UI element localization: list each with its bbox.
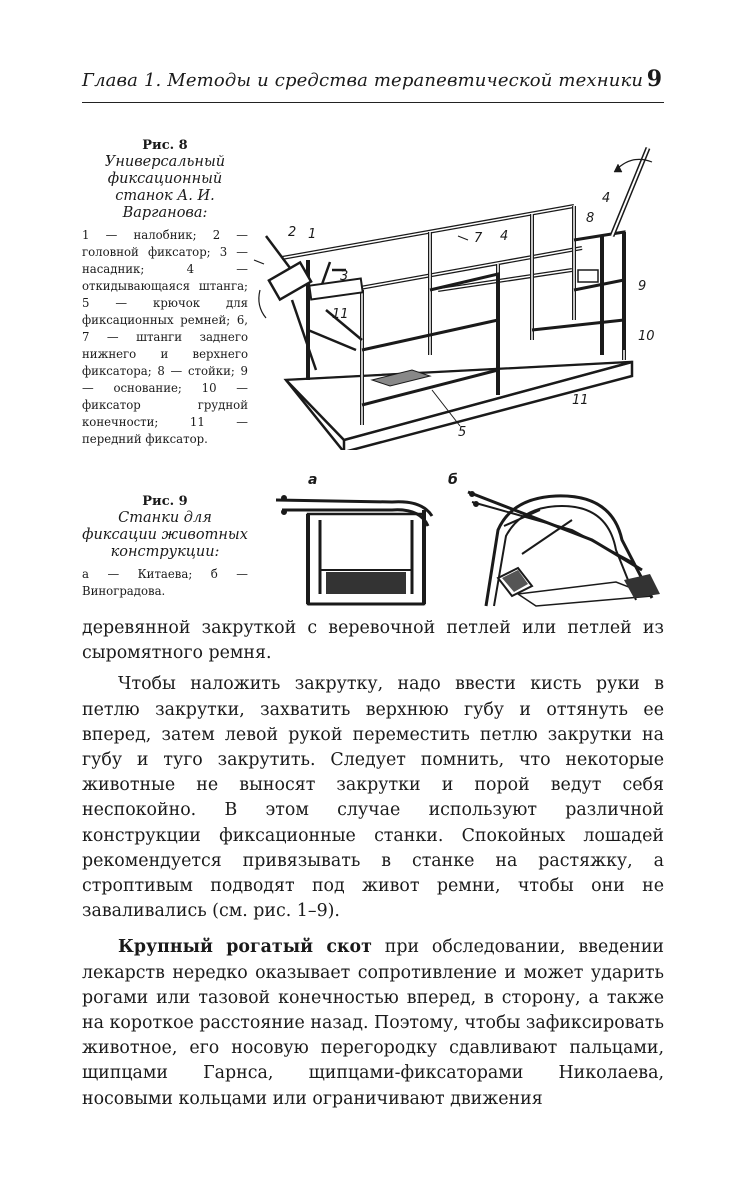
- paragraph-1: деревянной закруткой с веревочной петлей или петлей из сыромятного ремня.: [82, 618, 664, 664]
- callout-8: 10: [638, 329, 655, 344]
- callout-10: 5: [458, 425, 467, 440]
- figure-9-caption: [82, 494, 248, 600]
- header-rule: [82, 102, 664, 103]
- callout-6: 8: [586, 211, 595, 226]
- term-bold: Крупный рогатый скот: [118, 937, 372, 958]
- callout-4: 4: [500, 229, 509, 244]
- figure-9-illustration: [272, 470, 664, 610]
- callout-7: 9: [638, 279, 647, 294]
- chapter-title: Глава 1. Методы и средства терапевтической техники: [82, 70, 644, 91]
- figure-8-label: Рис. 8: [142, 138, 188, 153]
- figure-8-illustration: [252, 140, 668, 450]
- figure-9-title: Станки для фиксации животных конструкции:: [82, 510, 248, 560]
- paragraph-2: Чтобы наложить закрутку, надо ввести кисть руки в петлю закрутки, захватить верхнюю губу и оттянуть ее вперед, затем левой рукой переместить петлю закрутки на губу и туго закрутить. Следует помнить, что некоторые животные не выносят закрутки и порой ведут себя неспокойно. В этом случае используют различной конструкции фиксационные станки. Спокойных лошадей рекомендуется привязывать в станке на растяжку, а строптивым подводят под живот ремни, чтобы они не заваливались (см. рис. 1–9).: [82, 674, 664, 922]
- paragraph-3-text: при обследовании, введении лекарств нередко оказывает сопротивление и может ударить рогами или тазовой конечностью вперед, в сторону, а также на короткое расстояние назад. Поэтому, чтобы зафиксировать животное, его носовую перегородку сдавливают пальцами, щипцами Гарнса, щипцами-фиксаторами Николаева, носовыми кольцами или ограничивают движения: [82, 937, 665, 1109]
- panel-a-label: а: [308, 472, 318, 488]
- running-header: [82, 66, 662, 100]
- figure-9-legend: а — Китаева; б — Виноградова.: [82, 567, 248, 598]
- paragraph-3: [82, 935, 664, 1111]
- callout-1: 1: [308, 227, 317, 242]
- callout-9: 11: [572, 393, 589, 408]
- body-text: [82, 616, 664, 1112]
- callout-4b: 4: [602, 191, 611, 206]
- callout-3: 3: [340, 269, 349, 284]
- callout-11: 11: [332, 307, 349, 322]
- figure-8-legend: 1 — налобник; 2 — головной фиксатор; 3 — насадник; 4 — откидывающаяся штанга; 5 — крючок для фиксационных ремней; 6, 7 — штанги заднего нижнего и верхнего фиксатора; 8 — стойки; 9 — основание; 10 — фиксатор грудной конечности; 11 — передний фиксатор.: [82, 228, 248, 446]
- figure-9-label: Рис. 9: [142, 494, 188, 509]
- panel-b-label: б: [448, 472, 458, 488]
- page-number: 9: [646, 66, 662, 92]
- figure-8-caption: [82, 138, 248, 448]
- callout-5: 7: [474, 231, 483, 246]
- callout-2: 2: [288, 225, 297, 240]
- figure-8-title: Универсальный фиксационный станок А. И. Варганова:: [104, 154, 226, 221]
